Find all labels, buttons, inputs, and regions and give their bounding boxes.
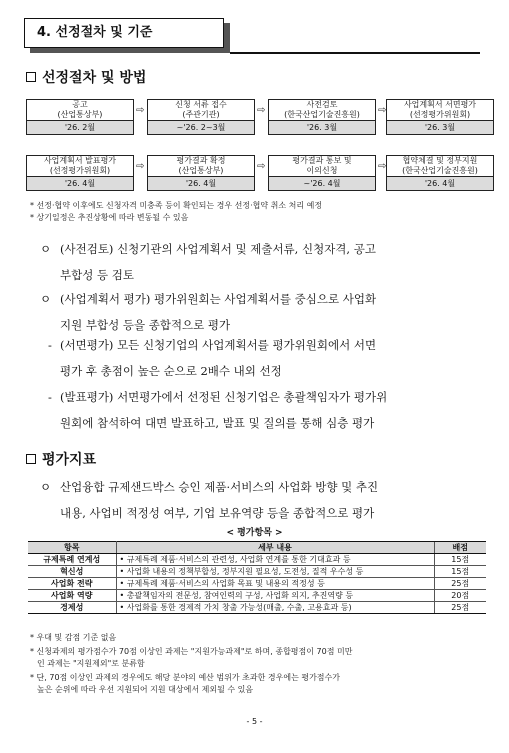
table-row: 혁신성 • 사업화 내용의 정책부합성, 정부지원 필요성, 도전성, 질적 우수성 등 15점 <box>28 566 486 578</box>
dash-document-review: - (서면평가) 모든 신청기업의 사업계획서를 평가위원회에서 서면 평가 후 총점이 높은 순으로 2배수 내외 선정 <box>48 338 377 378</box>
step-name: 평가결과 확정 <box>176 156 226 165</box>
arrow-icon: ⇨ <box>136 161 145 172</box>
header-item: 항목 <box>28 542 116 554</box>
note-line: 인 과제는 "지원제외"로 분류함 <box>37 659 145 668</box>
step-name: 평가결과 통보 및 <box>292 156 352 165</box>
table-row: 사업화 역량 • 총괄책임자의 전문성, 참여인력의 구성, 사업화 의지, 추진역량 등 20점 <box>28 590 486 602</box>
table-row: 사업화 전략 • 규제특례 제품·서비스의 사업화 목표 및 내용의 적정성 등 25점 <box>28 578 486 590</box>
note-line: * 단, 70점 이상인 과제의 경우에도 해당 분야의 예산 범위가 초과한 경우에는 평가점수가 <box>30 673 340 682</box>
step-sub: (선정평가위원회) <box>49 166 111 175</box>
step-date: '26. 3월 <box>386 121 494 135</box>
step-sub: (선정평가위원회) <box>409 110 471 119</box>
flow-step-presentation <box>26 155 134 191</box>
subsection-title: 평가지표 <box>42 452 97 468</box>
note-line: * 우대 및 감점 기준 없음 <box>30 633 117 642</box>
arrow-icon: ⇨ <box>378 105 387 116</box>
note-line: * 신청과제의 평가점수가 70점 이상인 과제는 "지원가능과제"로 하며, 종합평점이 70점 미만 <box>30 647 353 656</box>
step-date: '26. 4월 <box>386 177 494 191</box>
section-title: 4. 선정절차 및 기준 <box>24 18 224 48</box>
step-sub: (산업통상부) <box>57 110 103 119</box>
header-detail: 세부 내용 <box>116 542 434 554</box>
step-date: '26. 4월 <box>26 177 134 191</box>
flow-step-confirm <box>147 155 255 191</box>
table-row: 규제특례 연계성 • 규제특례 제품·서비스의 관련성, 사업화 연계를 통한 기대효과 등 15점 <box>28 554 486 566</box>
flow-step-notice <box>268 155 376 191</box>
subsection-criteria <box>26 449 96 469</box>
arrow-icon: ⇨ <box>378 161 387 172</box>
step-name: 사업계획서 발표평가 <box>43 156 117 165</box>
dash-presentation-review: - (발표평가) 서면평가에서 선정된 신청기업은 총괄책임자가 평가위 원회에 참석하여 대면 발표하고, 발표 및 질의를 통해 심층 평가 <box>48 390 388 430</box>
step-name: 사전검토 <box>306 100 338 109</box>
square-icon <box>26 454 36 464</box>
step-sub: (산업통상부) <box>178 166 224 175</box>
header-score: 배점 <box>434 542 486 554</box>
banner-rule <box>230 52 480 54</box>
step-date: '26. 4월 <box>147 177 255 191</box>
arrow-icon: ⇨ <box>136 105 145 116</box>
note-line: * 선정·협약 이후에도 신청자격 미충족 등이 확인되는 경우 선정·협약 취소 처리 예정 <box>30 201 323 210</box>
bullet-plan-evaluation: ㅇ (사업계획서 평가) 평가위원회는 사업계획서를 중심으로 사업화 지원 부합성 등을 종합적으로 평가 <box>40 292 377 332</box>
evaluation-table <box>28 541 486 614</box>
flow-step-announcement <box>26 99 134 135</box>
step-sub: (한국산업기술진흥원) <box>402 166 478 175</box>
table-header-row <box>28 542 486 554</box>
flow-step-agreement <box>386 155 494 191</box>
step-date: ~'26. 2~3월 <box>147 121 255 135</box>
section-banner <box>24 18 480 58</box>
step-date: '26. 2월 <box>26 121 134 135</box>
step-sub: (한국산업기술진흥원) <box>284 110 360 119</box>
flow-step-prereview <box>268 99 376 135</box>
step-date: '26. 3월 <box>268 121 376 135</box>
page-number: - 5 - <box>246 717 263 726</box>
step-sub: 이의신청 <box>306 166 338 175</box>
step-name: 협약체결 및 정부지원 <box>402 156 478 165</box>
square-icon <box>26 72 36 82</box>
flow-step-application <box>147 99 255 135</box>
step-name: 신청 서류 접수 <box>175 100 227 109</box>
subsection-title: 선정절차 및 방법 <box>42 70 147 86</box>
bullet-prereview: ㅇ (사전검토) 신청기관의 사업계획서 및 제출서류, 신청자격, 공고 부합성 등 검토 <box>40 242 376 282</box>
step-sub: (주관기관) <box>182 110 220 119</box>
step-date: ~'26. 4월 <box>268 177 376 191</box>
note-line: * 상기일정은 추진상황에 따라 변동될 수 있음 <box>30 213 189 222</box>
arrow-icon: ⇨ <box>257 105 266 116</box>
table-caption: < 평가항목 > <box>226 528 283 538</box>
note-line: 높은 순위에 따라 우선 지원되어 지원 대상에서 제외될 수 있음 <box>37 685 254 694</box>
subsection-procedure <box>26 67 146 87</box>
arrow-icon: ⇨ <box>257 161 266 172</box>
step-name: 사업계획서 서면평가 <box>403 100 477 109</box>
step-name: 공고 <box>72 100 88 109</box>
criteria-paragraph: ㅇ 산업융합 규제샌드박스 승인 제품·서비스의 사업화 방향 및 추진 내용, 사업비 적정성 여부, 기업 보유역량 등을 종합적으로 평가 <box>40 480 379 520</box>
table-row: 경제성 • 사업화를 통한 경제적 가치 창출 가능성(매출, 수출, 고용효과 등) 25점 <box>28 602 486 614</box>
flow-step-document-review <box>386 99 494 135</box>
